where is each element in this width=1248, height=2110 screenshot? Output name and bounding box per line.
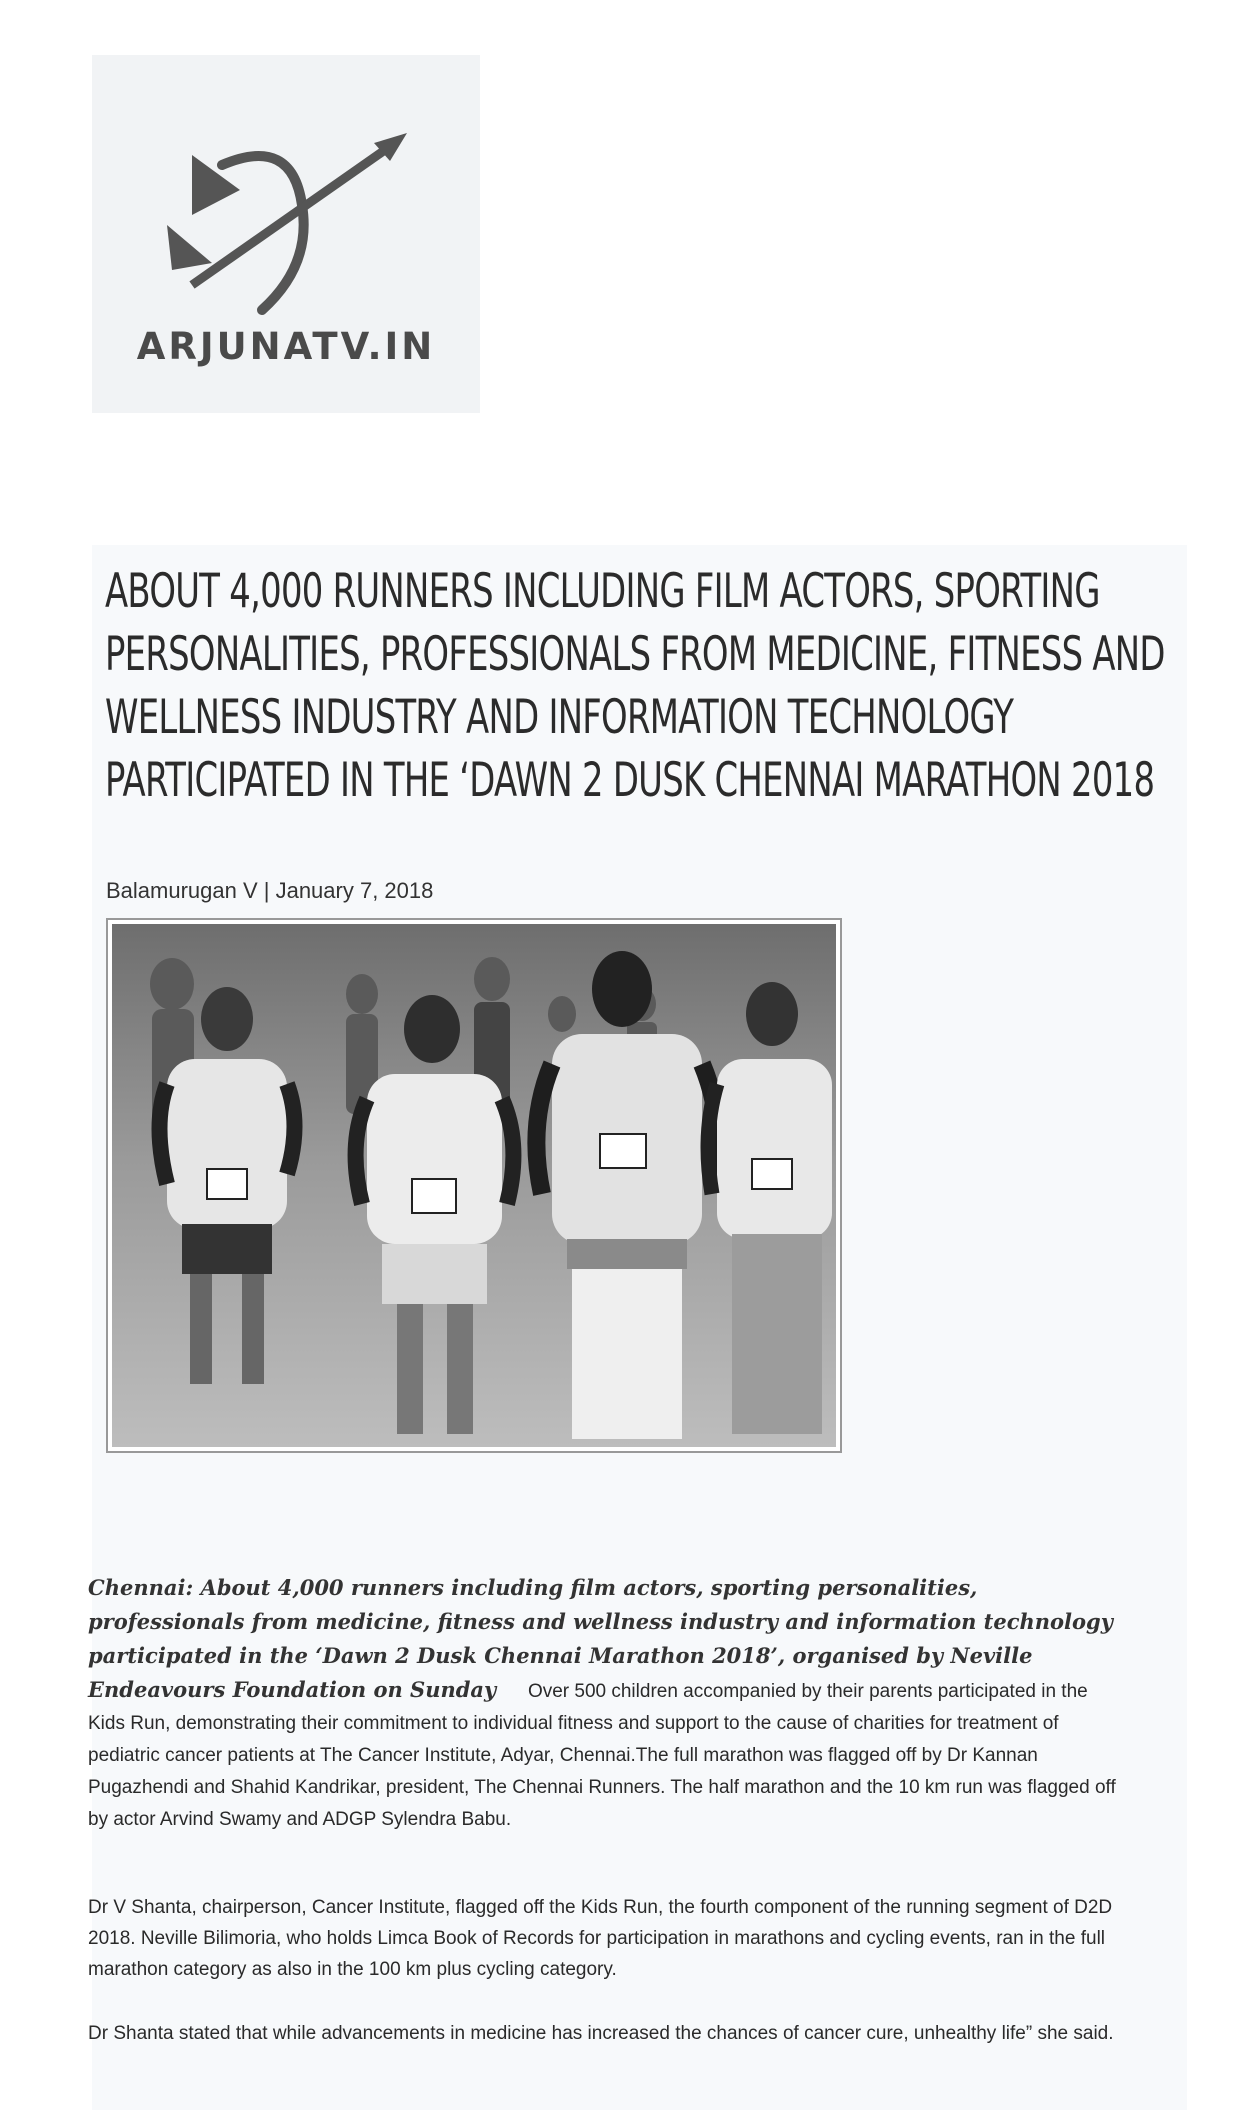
lead-paragraph [88,1572,1123,1836]
article-byline: Balamurugan V | January 7, 2018 [106,878,434,903]
paragraph-2: Dr V Shanta, chairperson, Cancer Institute, flagged off the Kids Run, the fourth component of the running segment of D2D 2018. Neville Bilimoria, who holds Limca Book of Records for participation in marathons and cycling events, ran in the full marathon category as also in the 100 km plus cycling category. [88,1897,1113,1980]
lead-italic-text: Chennai: About 4,000 runners including film actors, sporting personalities, professionals from medicine, fitness and wellness industry and information technology participated in the ‘Dawn 2 Dusk Chennai Marathon 2018’, organised by Neville Endeavours Foundation on Sunday [88,1575,1113,1702]
logo-text: ARJUNATV.IN [136,325,436,368]
bow-and-arrow-icon [152,95,412,315]
paragraph-3: Dr Shanta stated that while advancements in medicine has increased the chances of cancer cure, unhealthy life” she said. [88,2023,1114,2044]
marathon-runners-photo [112,924,836,1447]
logo-block [92,55,480,413]
article-headline: ABOUT 4,000 RUNNERS INCLUDING FILM ACTORS, SPORTING PERSONALITIES, PROFESSIONALS FROM MEDICINE, FITNESS AND WELLNESS INDUSTRY AND INFORMATION TECHNOLOGY PARTICIPATED IN THE ‘DAWN 2 DUSK CHENNAI MARATHON 2018 [105,564,1165,808]
lead-body-text: Over 500 children accompanied by their parents participated in the Kids Run, demonstrating their commitment to individual fitness and support to the cause of charities for treatment of pediatric cancer patients at The Cancer Institute, Adyar, Chennai.The full marathon was flagged off by Dr Kannan Pugazhendi and Shahid Kandrikar, president, The Chennai Runners. The half marathon and the 10 km run was flagged off by actor Arvind Swamy and ADGP Sylendra Babu. [88,1681,1116,1830]
article-photo [106,918,842,1453]
